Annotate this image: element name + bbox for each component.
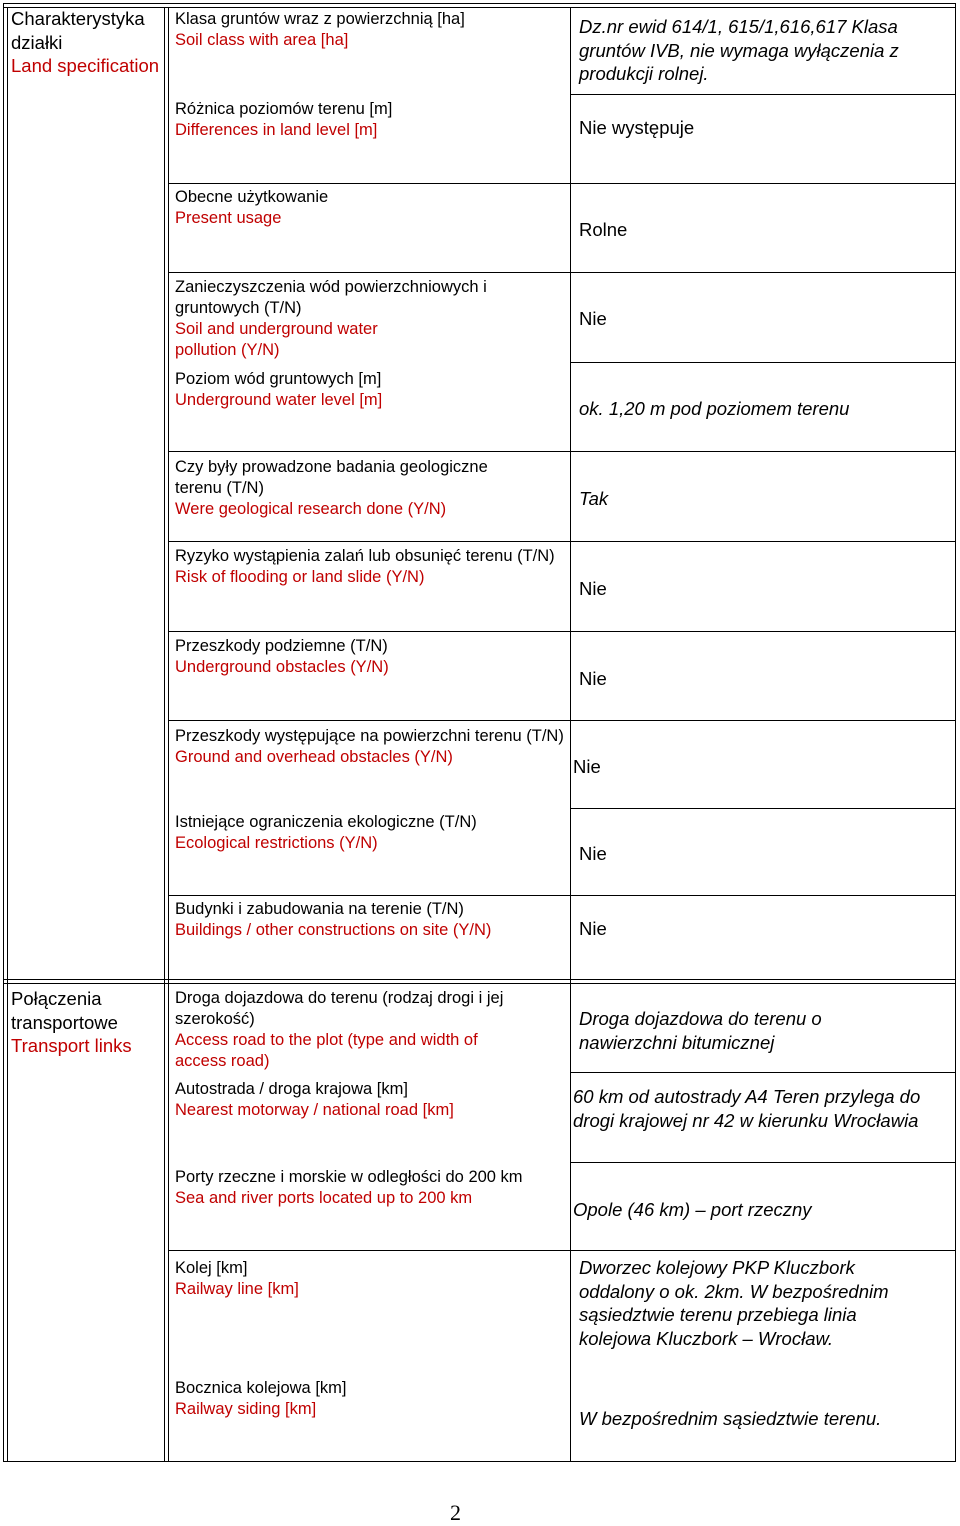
row-label-present-usage <box>175 187 565 229</box>
table-border <box>3 3 4 1462</box>
label-pl: Obecne użytkowanie <box>175 188 329 206</box>
label-pl: Droga dojazdowa do terenu (rodzaj drogi i jej szerokość) <box>175 989 504 1028</box>
section-title-pl: Połączenia transportowe <box>11 988 118 1033</box>
label-pl: Ryzyko wystąpienia zalań lub obsunięć terenu (T/N) <box>175 547 555 565</box>
label-pl: Różnica poziomów terenu [m] <box>175 100 393 118</box>
row-label-ecological <box>175 812 565 854</box>
section-title-en: Transport links <box>11 1035 132 1056</box>
label-pl: Zanieczyszczenia wód powierzchniowych i gruntowych (T/N) <box>175 278 487 317</box>
table-divider <box>168 631 956 632</box>
label-en: Railway line [km] <box>175 1280 299 1298</box>
label-pl: Bocznica kolejowa [km] <box>175 1379 347 1397</box>
label-pl: Przeszkody podziemne (T/N) <box>175 637 388 655</box>
section-land-specification <box>11 7 161 78</box>
page-number: 2 <box>450 1500 461 1525</box>
table-divider <box>570 362 956 363</box>
table-divider <box>168 720 956 721</box>
value-ecological: Nie <box>579 843 607 864</box>
value-ports: Opole (46 km) – port rzeczny <box>573 1199 812 1220</box>
label-pl: Czy były prowadzone badania geologiczne terenu (T/N) <box>175 458 488 497</box>
table-divider <box>168 7 169 1462</box>
table-divider <box>3 983 956 984</box>
value-ground-obstacles: Nie <box>573 756 601 777</box>
label-en: Ecological restrictions (Y/N) <box>175 834 378 852</box>
label-pl: Poziom wód gruntowych [m] <box>175 370 382 388</box>
row-label-flood-risk <box>175 546 560 588</box>
label-pl: Klasa gruntów wraz z powierzchnią [ha] <box>175 10 465 28</box>
table-divider <box>168 1250 956 1251</box>
value-railway: Dworzec kolejowy PKP Kluczbork oddalony o ok. 2km. W bezpośrednim sąsiedztwie terenu przebiega linia kolejowa Kluczbork – Wrocław. <box>579 1257 889 1349</box>
value-railway-siding: W bezpośrednim sąsiedztwie terenu. <box>579 1408 882 1429</box>
table-border <box>3 1461 956 1462</box>
label-en: Ground and overhead obstacles (Y/N) <box>175 748 453 766</box>
row-label-motorway <box>175 1079 565 1121</box>
label-pl: Budynki i zabudowania na terenie (T/N) <box>175 900 464 918</box>
label-en: Buildings / other constructions on site (Y/N) <box>175 921 492 939</box>
section-title-en: Land specification <box>11 55 160 76</box>
row-label-buildings <box>175 899 565 941</box>
row-label-ports <box>175 1167 569 1209</box>
label-en: Nearest motorway / national road [km] <box>175 1101 454 1119</box>
label-en: Sea and river ports located up to 200 km <box>175 1189 473 1207</box>
row-label-underground-obstacles <box>175 636 565 678</box>
label-en: Were geological research done (Y/N) <box>175 500 447 518</box>
label-en: Present usage <box>175 209 282 227</box>
table-divider <box>570 1162 956 1163</box>
label-pl: Istniejące ograniczenia ekologiczne (T/N) <box>175 813 477 831</box>
label-en: Risk of flooding or land slide (Y/N) <box>175 568 425 586</box>
table-divider <box>570 94 956 95</box>
value-flood-risk: Nie <box>579 578 607 599</box>
table-divider <box>168 541 956 542</box>
row-label-ground-obstacles <box>175 726 567 768</box>
table-divider <box>168 183 956 184</box>
row-label-railway <box>175 1258 565 1300</box>
table-border <box>955 3 956 1462</box>
table-divider <box>168 272 956 273</box>
table-divider <box>164 7 165 1462</box>
row-label-water-pollution <box>175 277 520 361</box>
value-present-usage: Rolne <box>579 219 628 240</box>
row-label-geological-research <box>175 457 535 520</box>
label-pl: Porty rzeczne i morskie w odległości do 200 km <box>175 1168 523 1186</box>
label-pl: Autostrada / droga krajowa [km] <box>175 1080 408 1098</box>
value-buildings: Nie <box>579 918 607 939</box>
section-title-pl: Charakterystyka działki <box>11 8 145 53</box>
label-en: Differences in land level [m] <box>175 121 378 139</box>
table-border <box>7 7 8 1462</box>
value-underground-obstacles: Nie <box>579 668 607 689</box>
value-geological-research: Tak <box>579 488 609 509</box>
row-label-railway-siding <box>175 1378 565 1420</box>
section-transport-links <box>11 987 161 1058</box>
label-en: Underground water level [m] <box>175 391 383 409</box>
value-water-level: ok. 1,20 m pod poziomem terenu <box>579 398 850 419</box>
label-pl: Kolej [km] <box>175 1259 248 1277</box>
table-border <box>3 3 956 4</box>
table-divider <box>570 1072 956 1073</box>
value-level-difference: Nie występuje <box>579 117 695 138</box>
label-en: Soil class with area [ha] <box>175 31 349 49</box>
value-water-pollution: Nie <box>579 308 607 329</box>
table-divider <box>570 808 956 809</box>
label-en: Railway siding [km] <box>175 1400 317 1418</box>
row-label-level-difference <box>175 99 565 141</box>
label-en: Underground obstacles (Y/N) <box>175 658 389 676</box>
label-pl: Przeszkody występujące na powierzchni terenu (T/N) <box>175 727 564 745</box>
value-soil-class: Dz.nr ewid 614/1, 615/1,616,617 Klasa gruntów IVB, nie wymaga wyłączenia z produkcji rolnej. <box>579 16 899 84</box>
value-motorway: 60 km od autostrady A4 Teren przylega do drogi krajowej nr 42 w kierunku Wrocławia <box>573 1086 921 1131</box>
table-divider <box>570 7 571 1462</box>
label-en: Access road to the plot (type and width of access road) <box>175 1031 478 1070</box>
table-divider <box>168 451 956 452</box>
row-label-access-road <box>175 988 525 1072</box>
row-label-soil-class <box>175 9 565 51</box>
value-access-road: Droga dojazdowa do terenu o nawierzchni bitumicznej <box>579 1008 822 1053</box>
table-divider <box>3 979 956 980</box>
row-label-water-level <box>175 369 565 411</box>
label-en: Soil and underground water pollution (Y/N) <box>175 320 378 359</box>
table-divider <box>168 895 956 896</box>
